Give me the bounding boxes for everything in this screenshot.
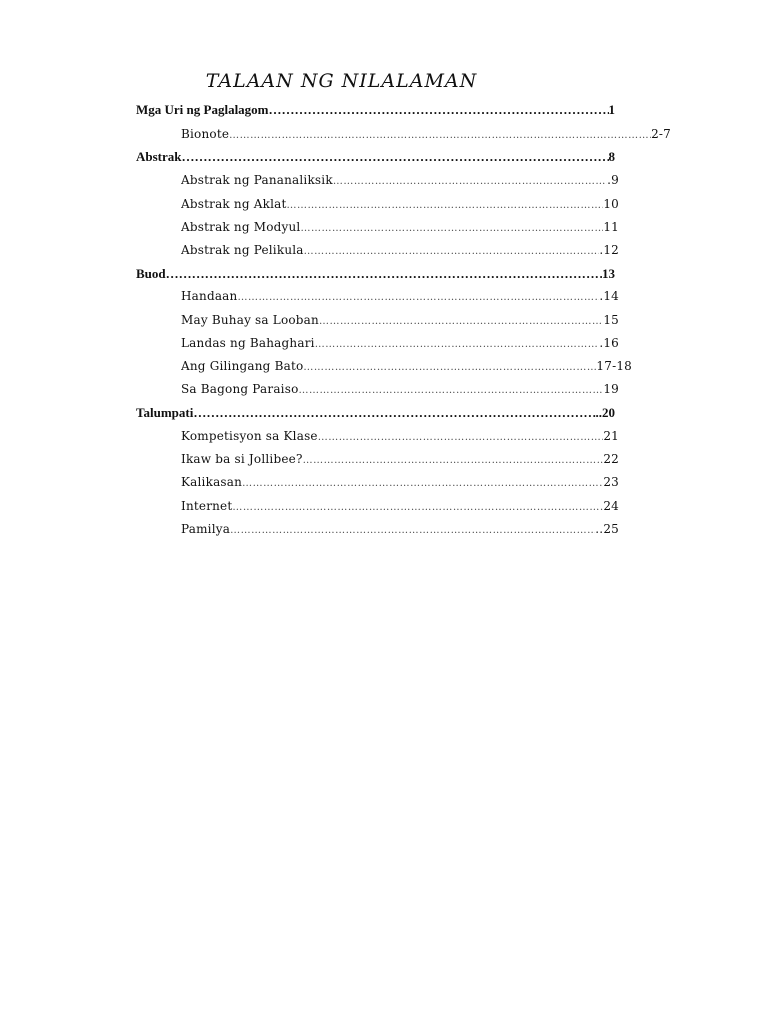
dot-leader xyxy=(318,427,604,445)
toc-entry-label: Abstrak ng Pelikula xyxy=(181,243,304,257)
toc-item-abstrak-ng-aklat xyxy=(181,195,619,213)
toc-entry-page: .16 xyxy=(599,336,619,350)
toc-section-abstrak xyxy=(136,148,615,166)
dot-leader xyxy=(300,218,603,236)
dot-leader xyxy=(237,287,599,305)
toc-item-sa-bagong-paraiso xyxy=(181,380,619,398)
toc-item-pamilya xyxy=(181,520,619,538)
toc-entry-page: .14 xyxy=(599,289,619,303)
toc-entry-label: Talumpati xyxy=(136,405,194,420)
dot-leader xyxy=(319,311,603,329)
dot-leader xyxy=(242,473,603,491)
dot-leader xyxy=(286,195,603,213)
toc-entry-page: .9 xyxy=(607,173,619,187)
dot-leader xyxy=(232,497,603,515)
toc-entry-label: Abstrak ng Modyul xyxy=(181,220,301,234)
toc-item-ikaw-ba-si-jollibee xyxy=(181,450,619,468)
toc-entry-page: 11 xyxy=(603,220,619,234)
toc-entry-page: 19 xyxy=(603,382,619,396)
toc-entry-page: 2-7 xyxy=(651,127,671,141)
toc-item-kalikasan xyxy=(181,473,619,491)
toc-entry-label: Kompetisyon sa Klase xyxy=(181,429,318,443)
toc-item-abstrak-ng-pelikula xyxy=(181,241,619,259)
dot-leader xyxy=(229,125,651,143)
toc-item-ang-gilingang-bato xyxy=(181,357,632,375)
toc-entry-label: Handaan xyxy=(181,289,238,303)
toc-entry-label: Bionote xyxy=(181,127,230,141)
toc-entry-label: Abstrak ng Aklat xyxy=(181,197,287,211)
toc-entry-label: Kalikasan xyxy=(181,475,243,489)
toc-item-may-buhay-sa-looban xyxy=(181,311,619,329)
toc-entry-page: 23 xyxy=(603,475,619,489)
toc-entry-label: Internet xyxy=(181,499,233,513)
toc-entry-page: 1 xyxy=(608,102,615,117)
toc-entry-page: .12 xyxy=(599,243,619,257)
toc-entry-label: Buod xyxy=(136,266,166,281)
toc-entry-page: ..25 xyxy=(595,522,619,536)
toc-entry-label: Mga Uri ng Paglalagom xyxy=(136,102,269,117)
toc-entry-label: Ikaw ba si Jollibee? xyxy=(181,452,303,466)
dot-leader xyxy=(166,265,602,283)
toc-item-kompetisyon-sa-klase xyxy=(181,427,619,445)
toc-entry-page: 10 xyxy=(603,197,619,211)
toc-item-abstrak-ng-modyul xyxy=(181,218,619,236)
toc-entry-label: Landas ng Bahaghari xyxy=(181,336,315,350)
toc-entry-page: 21 xyxy=(603,429,619,443)
dot-leader xyxy=(303,357,596,375)
dot-leader xyxy=(182,148,609,166)
dot-leader xyxy=(193,404,595,422)
dot-leader xyxy=(303,450,604,468)
toc-section-mga-uri-ng-paglalagom xyxy=(136,101,615,119)
toc-section-talumpati xyxy=(136,404,615,422)
toc-entry-label: Ang Gilingang Bato xyxy=(181,359,304,373)
page-title: TALAAN NG NILALAMAN xyxy=(205,70,478,92)
toc-entry-label: Pamilya xyxy=(181,522,231,536)
toc-entry-page: 13 xyxy=(602,266,615,281)
toc-item-abstrak-ng-pananaliksik xyxy=(181,171,619,189)
dot-leader xyxy=(304,241,600,259)
dot-leader xyxy=(299,380,604,398)
toc-item-landas-ng-bahaghari xyxy=(181,334,619,352)
toc-item-internet xyxy=(181,497,619,515)
dot-leader xyxy=(315,334,600,352)
toc-entry-page: 8 xyxy=(608,149,615,164)
dot-leader xyxy=(333,171,607,189)
toc-entry-page: 17-18 xyxy=(596,359,632,373)
dot-leader xyxy=(230,520,595,538)
dot-leader xyxy=(269,101,609,119)
toc-entry-label: May Buhay sa Looban xyxy=(181,313,319,327)
toc-entry-label: Sa Bagong Paraiso xyxy=(181,382,299,396)
toc-item-bionote xyxy=(181,125,671,143)
toc-entry-page: 15 xyxy=(603,313,619,327)
toc-entry-page: 24 xyxy=(603,499,619,513)
toc-entry-label: Abstrak xyxy=(136,149,182,164)
toc-section-buod xyxy=(136,265,615,283)
toc-entry-page: ..20 xyxy=(595,405,615,420)
toc-entry-page: 22 xyxy=(603,452,619,466)
toc-item-handaan xyxy=(181,287,619,305)
toc-entry-label: Abstrak ng Pananaliksik xyxy=(181,173,333,187)
